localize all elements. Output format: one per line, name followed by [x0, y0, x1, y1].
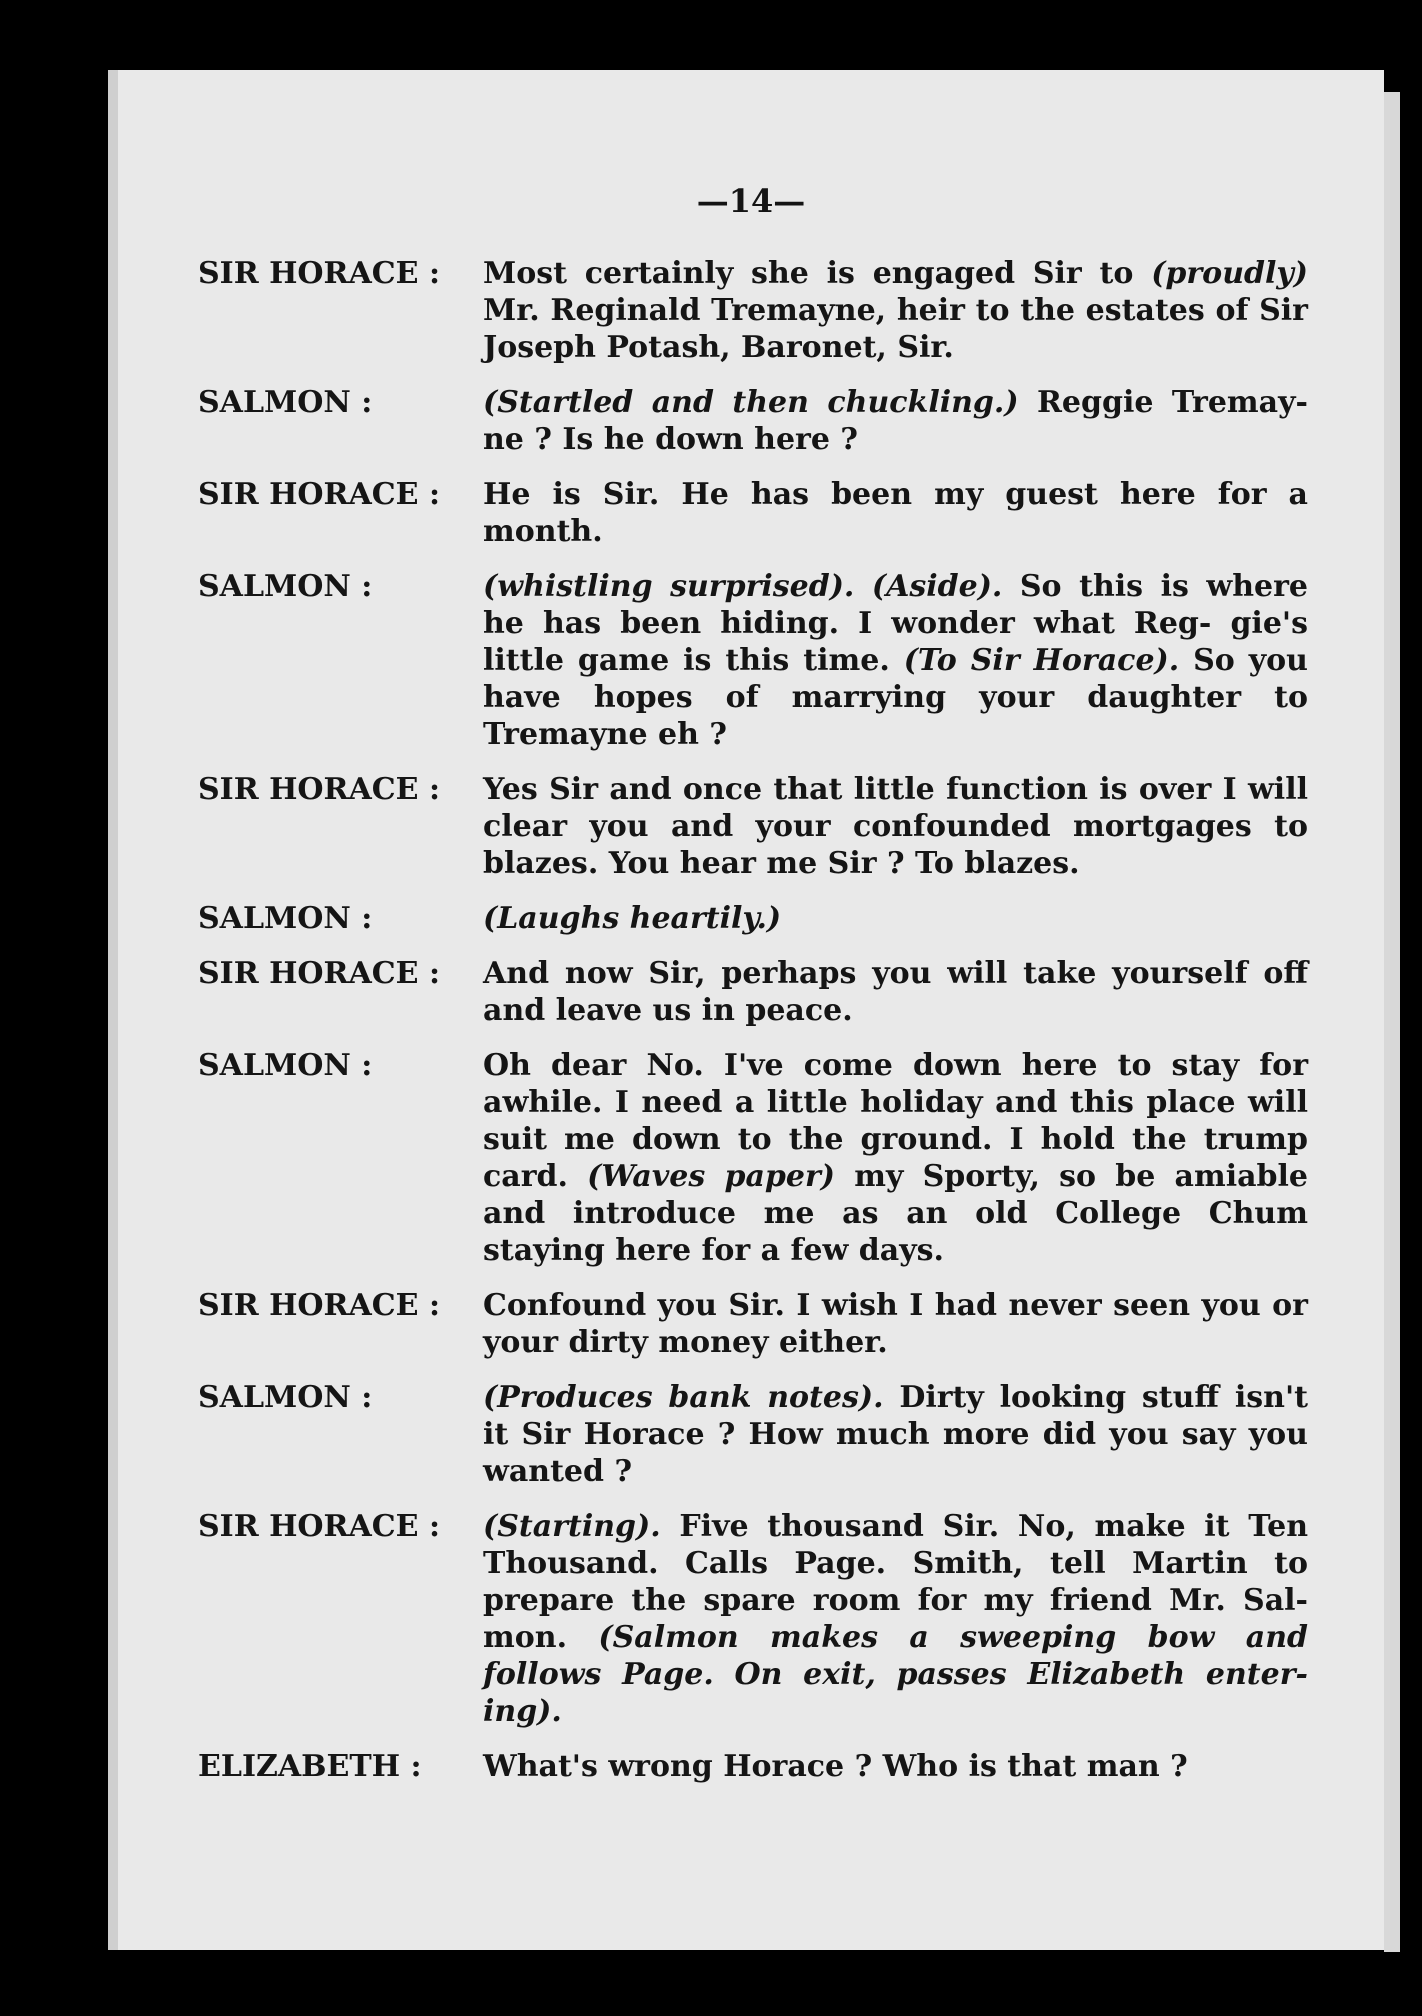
speaker-name: SIR HORACE :	[198, 956, 441, 991]
speech-text	[483, 255, 1308, 366]
dialogue-line	[198, 476, 1308, 550]
spoken-text: Reggie Tremay- ne ? Is he down here ?	[483, 385, 1308, 457]
stage-direction: (Waves paper)	[587, 1159, 835, 1194]
speech-text	[483, 1047, 1308, 1269]
spoken-text: Oh dear No. I've come down here to stay for awhile. I need a little holiday and this place will suit me down to the ground. I hold the trump card.	[483, 1048, 1308, 1194]
stage-direction: (Starting).	[483, 1509, 661, 1544]
page-number: —14—	[696, 182, 806, 220]
speaker-name: SALMON :	[198, 385, 373, 420]
stage-direction: (To Sir Horace).	[903, 643, 1180, 678]
stage-direction: (proudly)	[1151, 256, 1308, 291]
dialogue-line	[198, 1748, 1308, 1785]
spoken-text: Yes Sir and once that little function is over I will clear you and your confounded mortgages to blazes. You hear me Sir ? To blazes.	[483, 772, 1308, 881]
spoken-text: Confound you Sir. I wish I had never seen you or your dirty money either.	[483, 1288, 1308, 1360]
spoken-text: Mr. Reginald Tremayne, heir to the estates of Sir Joseph Potash, Baronet, Sir.	[483, 293, 1308, 365]
speaker-name: SIR HORACE :	[198, 477, 441, 512]
stage-direction: (whistling surprised).	[483, 569, 855, 604]
speaker-name: SALMON :	[198, 1048, 373, 1083]
speaker-name: SALMON :	[198, 901, 373, 936]
dialogue-line	[198, 1508, 1308, 1730]
stage-direction: (Salmon makes a sweeping bow and follows Page. On exit, passes Elizabeth enter- ing).	[483, 1620, 1309, 1729]
spoken-text: Most certainly she is engaged Sir to	[483, 256, 1152, 291]
stage-direction: (Aside).	[871, 569, 1003, 604]
dialogue-line	[198, 1379, 1308, 1490]
spoken-text	[854, 569, 872, 604]
speaker-name: SIR HORACE :	[198, 772, 441, 807]
speech-text	[483, 1508, 1308, 1730]
spoken-text: He is Sir. He has been my guest here for a month.	[483, 477, 1308, 549]
dialogue-line	[198, 255, 1308, 366]
spoken-text: Dirty looking stuff isn't it Sir Horace ? How much more did you say you wanted ?	[483, 1380, 1308, 1489]
speaker-name: SALMON :	[198, 1380, 373, 1415]
speech-text	[483, 568, 1308, 753]
speech-text	[483, 384, 1308, 458]
spoken-text: And now Sir, perhaps you will take yourself off and leave us in peace.	[483, 956, 1308, 1028]
speaker-name: SIR HORACE :	[198, 1509, 441, 1544]
spoken-text: my Sporty, so be amiable and introduce me as an old College Chum staying here for a few days.	[483, 1159, 1308, 1268]
spoken-text: So this is where he has been hiding. I wonder what Reg- gie's little game is this time.	[483, 569, 1308, 678]
speaker-name: SIR HORACE :	[198, 256, 441, 291]
stage-direction: (Startled and then chuckling.)	[483, 385, 1019, 420]
stage-direction: (Produces bank notes).	[483, 1380, 884, 1415]
spoken-text: So you have hopes of marrying your daughter to Tremayne eh ?	[483, 643, 1308, 752]
speech-text	[483, 1379, 1308, 1490]
speaker-name: ELIZABETH :	[198, 1749, 422, 1784]
spoken-text: Five thousand Sir. No, make it Ten Thousand. Calls Page. Smith, tell Martin to prepare the spare room for my friend Mr. Sal- mon.	[483, 1509, 1308, 1655]
script-dialogue	[198, 255, 1308, 1803]
dialogue-line	[198, 1287, 1308, 1361]
dialogue-line	[198, 900, 1308, 937]
speaker-name: SALMON :	[198, 569, 373, 604]
speech-text	[483, 1287, 1308, 1361]
speaker-name: SIR HORACE :	[198, 1288, 441, 1323]
dialogue-line	[198, 1047, 1308, 1269]
speech-text	[483, 476, 1308, 550]
dialogue-line	[198, 955, 1308, 1029]
facing-page-edge	[1384, 92, 1400, 1952]
speech-text	[483, 900, 1308, 937]
spoken-text: What's wrong Horace ? Who is that man ?	[483, 1749, 1188, 1784]
dialogue-line	[198, 384, 1308, 458]
dialogue-line	[198, 771, 1308, 882]
speech-text	[483, 771, 1308, 882]
stage-direction: (Laughs heartily.)	[483, 901, 782, 936]
dialogue-line	[198, 568, 1308, 753]
speech-text	[483, 1748, 1308, 1785]
book-page	[108, 70, 1384, 1950]
speech-text	[483, 955, 1308, 1029]
